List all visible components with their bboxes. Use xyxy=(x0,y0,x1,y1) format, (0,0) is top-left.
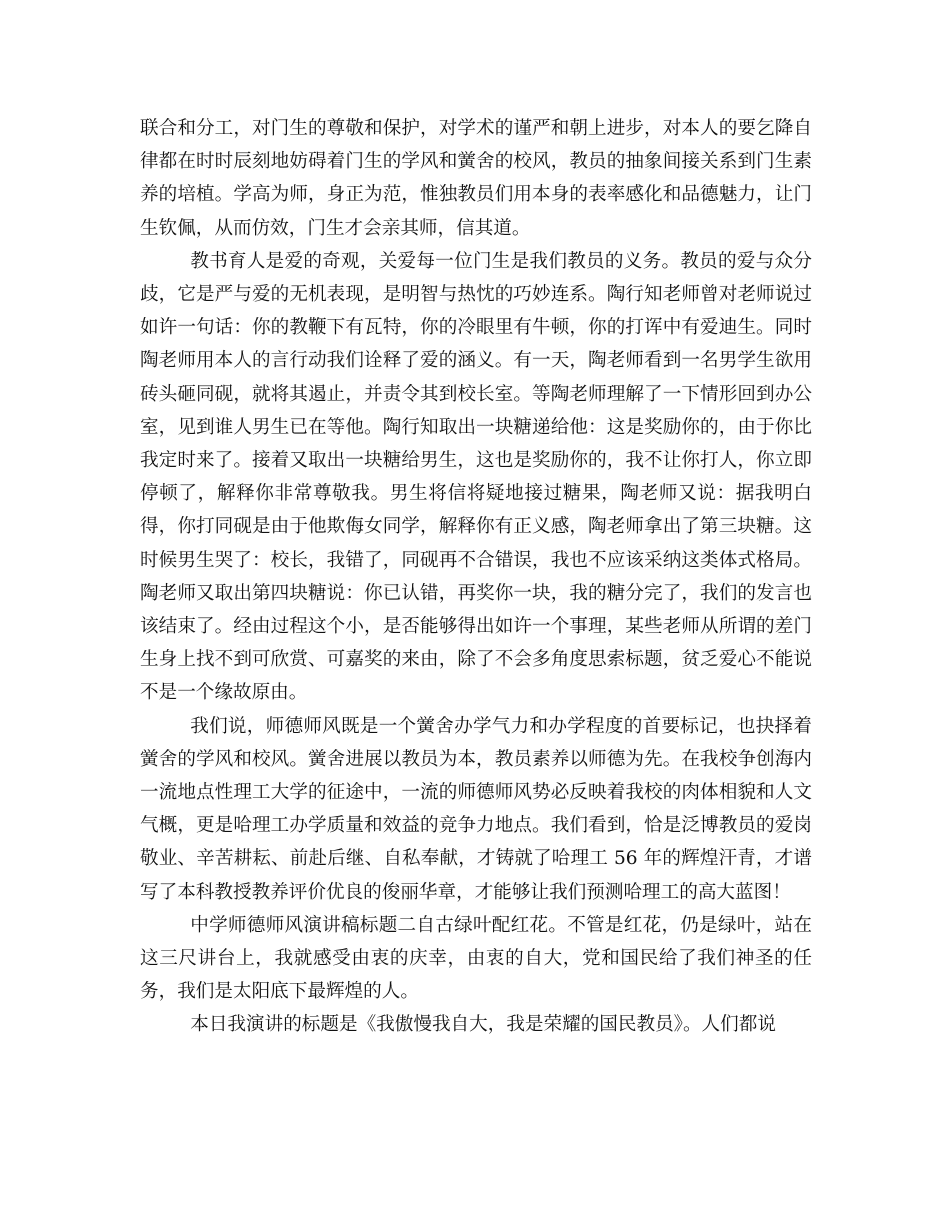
paragraph-speech-two-intro: 中学师德师风演讲稿标题二自古绿叶配红花。不管是红花，仍是绿叶，站在这三尺讲台上，我就感受由衷的庆幸，由衷的自大，党和国民给了我们神圣的任务，我们是太阳底下最辉煌的人。 xyxy=(140,914,812,1003)
paragraph-speech-title: 本日我演讲的标题是《我傲慢我自大，我是荣耀的国民教员》。人们都说 xyxy=(190,1014,776,1036)
paragraph-continuation: 联合和分工，对门生的尊敬和保护，对学术的谨严和朝上进步，对本人的要乞降自律都在时时辰刻地妨碍着门生的学风和黉舍的校风，教员的抽象间接关系到门生素养的培植。学高为师，身正为范，惟独教员们用本身的表率感化和品德魅力，让门生钦佩，从而仿效，门生才会亲其师，信其道。 xyxy=(140,118,812,239)
paragraph-teacher-love: 教书育人是爱的奇观，关爱每一位门生是我们教员的义务。教员的爱与众分歧，它是严与爱的无机表现，是明智与热忱的巧妙连系。陶行知老师曾对老师说过如许一句话：你的教鞭下有瓦特，你的冷眼里有牛顿，你的打诨中有爱迪生。同时陶老师用本人的言行动我们诠释了爱的涵义。有一天，陶老师看到一名男学生欲用砖头砸同砚，就将其遏止，并责令其到校长室。等陶老师理解了一下情形回到办公室，见到谁人男生已在等他。陶行知取出一块糖递给他：这是奖励你的，由于你比我定时来了。接着又取出一块糖给男生，这也是奖励你的，我不让你打人，你立即停顿了，解释你非常尊敬我。男生将信将疑地接过糖果，陶老师又说：据我明白得，你打同砚是由于他欺侮女同学，解释你有正义感，陶老师拿出了第三块糖。这时候男生哭了：校长，我错了，同砚再不合错误，我也不应该采纳这类体式格局。陶老师又取出第四块糖说：你已认错，再奖你一块，我的糖分完了，我们的发言也该结束了。经由过程这个小，是否能够得出如许一个事理，某些老师从所谓的差门生身上找不到可欣赏、可嘉奖的来由，除了不会多角度思索标题，贫乏爱心不能说不是一个缘故原由。 xyxy=(140,250,812,704)
paragraph-ethics-style: 我们说，师德师风既是一个黉舍办学气力和办学程度的首要标记，也抉择着黉舍的学风和校风。黉舍进展以教员为本，教员素养以师德为先。在我校争创海内一流地点性理工大学的征途中，一流的师德师风势必反映着我校的肉体相貌和人文气概，更是哈理工办学质量和效益的竞争力地点。我们看到，恰是泛博教员的爱岗敬业、辛苦耕耘、前赴后继、自私奉献，才铸就了哈理工 56 年的辉煌汗青，才谱写了本科教授教养评价优良的俊丽华章，才能够让我们预测哈理工的高大蓝图！ xyxy=(140,715,812,903)
document-body xyxy=(140,112,812,1042)
